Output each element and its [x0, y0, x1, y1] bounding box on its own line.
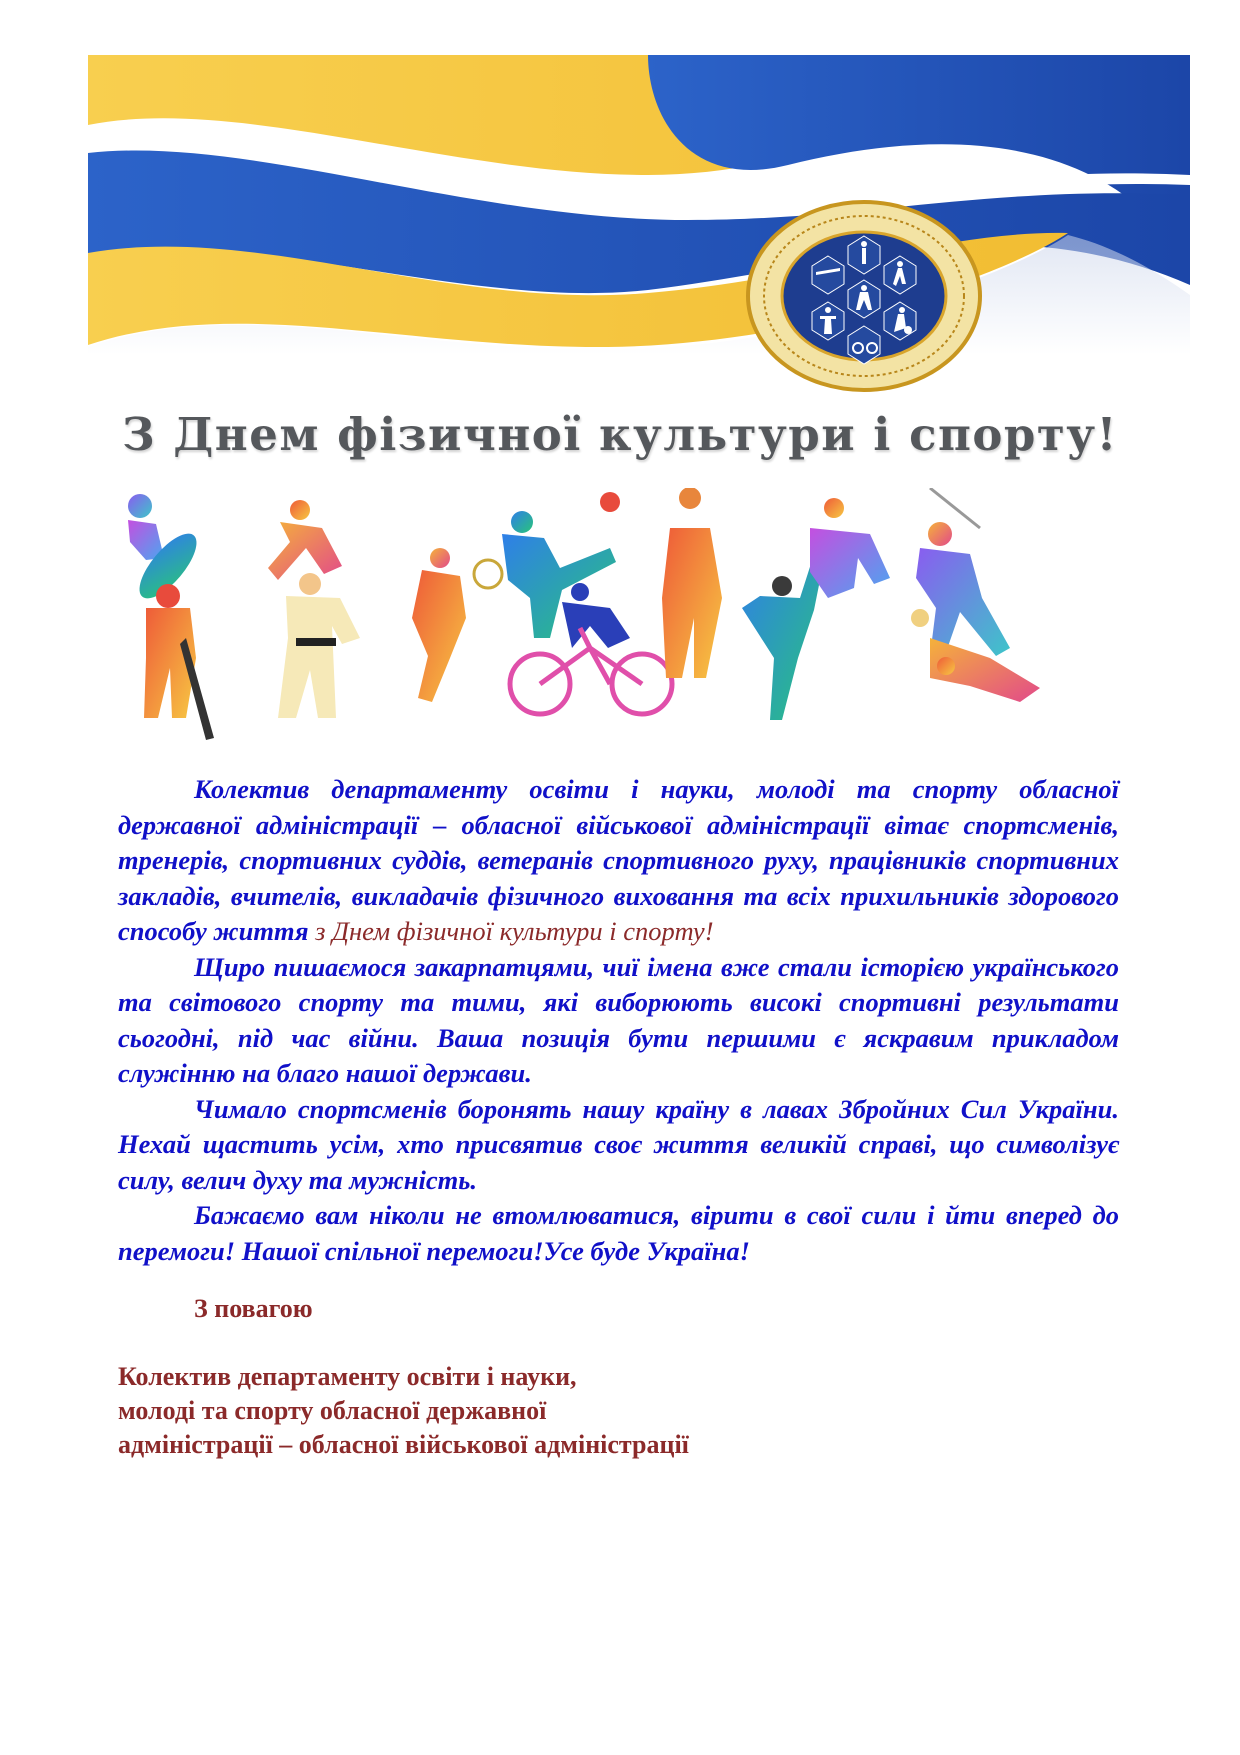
signature-line: молоді та спорту обласної державної [118, 1396, 547, 1425]
signoff-greeting: З повагою [194, 1294, 313, 1323]
letter-paragraph-4: Бажаємо вам ніколи не втомлюватися, вірити в свої сили і йти вперед до перемоги! Нашої спільної перемоги!Усе буде Україна! [118, 1200, 1119, 1266]
letter-paragraph-1-text: Колектив департаменту освіти і науки, молоді та спорту обласної державної адміністрації – обласної військової адміністрації вітає спортсменів, тренерів, спортивних суддів, ветеранів спортивного руху, працівників спортивних закладів, вчителів, викладачів фізичного виховання та всіх прихильників здорового способу життя [118, 774, 1119, 946]
holiday-highlight: з Днем фізичної культури і спорту! [315, 916, 714, 946]
page-title: З Днем фізичної культури і спорту! [122, 408, 1118, 461]
sports-department-emblem-icon [744, 198, 984, 394]
signoff [118, 1292, 1119, 1462]
athletes-illustration-icon [110, 488, 1140, 750]
greeting-letter [118, 772, 1119, 1269]
signature-line: адміністрації – обласної військової адміністрації [118, 1430, 689, 1459]
letter-paragraph-1 [118, 772, 1119, 950]
wave-banner-graphic [88, 55, 1190, 355]
signature-line: Колектив департаменту освіти і науки, [118, 1362, 577, 1391]
header-banner [88, 55, 1190, 355]
letter-paragraph-2: Щиро пишаємося закарпатцями, чиї імена вже стали історією українського та світового спорту та тими, які виборюють високі спортивні результати сьогодні, під час війни. Ваша позиція бути першими є яскравим прикладом служінню на благо нашої держави. [118, 951, 1119, 1088]
letter-paragraph-3: Чимало спортсменів боронять нашу країну в лавах Збройних Сил України. Нехай щастить усім, хто присвятив своє життя великій справі, що символізує силу, велич духу та мужність. [118, 1093, 1119, 1195]
